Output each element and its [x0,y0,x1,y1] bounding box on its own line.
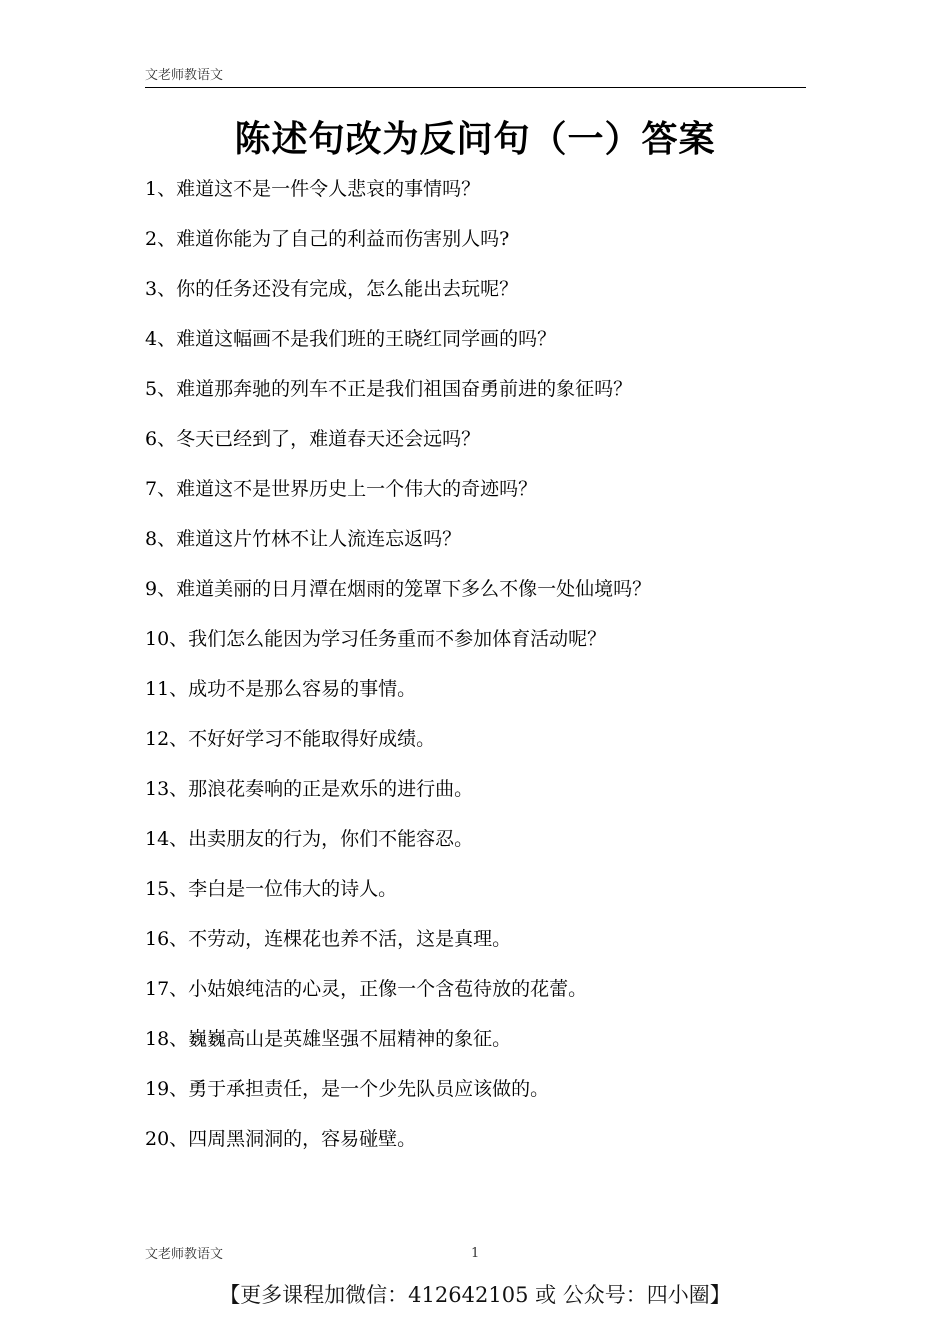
answer-item-9: 9、难道美丽的日月潭在烟雨的笼罩下多么不像一处仙境吗？ [145,578,652,600]
promo-banner: 【更多课程加微信：412642105 或 公众号：四小圈】 [219,1283,731,1307]
answer-item-7: 7、难道这不是世界历史上一个伟大的奇迹吗？ [145,478,538,500]
answer-item-16: 16、不劳动，连棵花也养不活，这是真理。 [145,928,512,950]
answer-item-19: 19、勇于承担责任，是一个少先队员应该做的。 [145,1078,550,1100]
answer-item-4: 4、难道这幅画不是我们班的王晓红同学画的吗？ [145,328,557,350]
answer-item-18: 18、巍巍高山是英雄坚强不屈精神的象征。 [145,1028,512,1050]
answer-item-17: 17、小姑娘纯洁的心灵，正像一个含苞待放的花蕾。 [145,978,588,1000]
answer-item-1: 1、难道这不是一件令人悲哀的事情吗？ [145,178,481,200]
answer-item-13: 13、那浪花奏响的正是欢乐的进行曲。 [145,778,474,800]
answer-item-8: 8、难道这片竹林不让人流连忘返吗？ [145,528,462,550]
answer-item-2: 2、难道你能为了自己的利益而伤害别人吗? [145,228,510,250]
answer-item-6: 6、冬天已经到了，难道春天还会远吗？ [145,428,481,450]
answer-item-12: 12、不好好学习不能取得好成绩。 [145,728,436,750]
page-number: 1 [471,1246,480,1261]
answer-item-11: 11、成功不是那么容易的事情。 [145,678,417,700]
answer-item-3: 3、你的任务还没有完成，怎么能出去玩呢？ [145,278,519,300]
header-rule [145,87,806,88]
answer-item-14: 14、出卖朋友的行为，你们不能容忍。 [145,828,474,850]
answer-item-15: 15、李白是一位伟大的诗人。 [145,878,398,900]
answer-item-5: 5、难道那奔驰的列车不正是我们祖国奋勇前进的象征吗？ [145,378,633,400]
answer-item-20: 20、四周黑洞洞的，容易碰壁。 [145,1128,417,1150]
answer-list [145,174,825,1174]
document-title: 陈述句改为反问句（一）答案 [234,119,716,160]
header-text: 文老师教语文 [145,68,224,83]
footer-text: 文老师教语文 [145,1247,224,1262]
answer-item-10: 10、我们怎么能因为学习任务重而不参加体育活动呢？ [145,628,607,650]
